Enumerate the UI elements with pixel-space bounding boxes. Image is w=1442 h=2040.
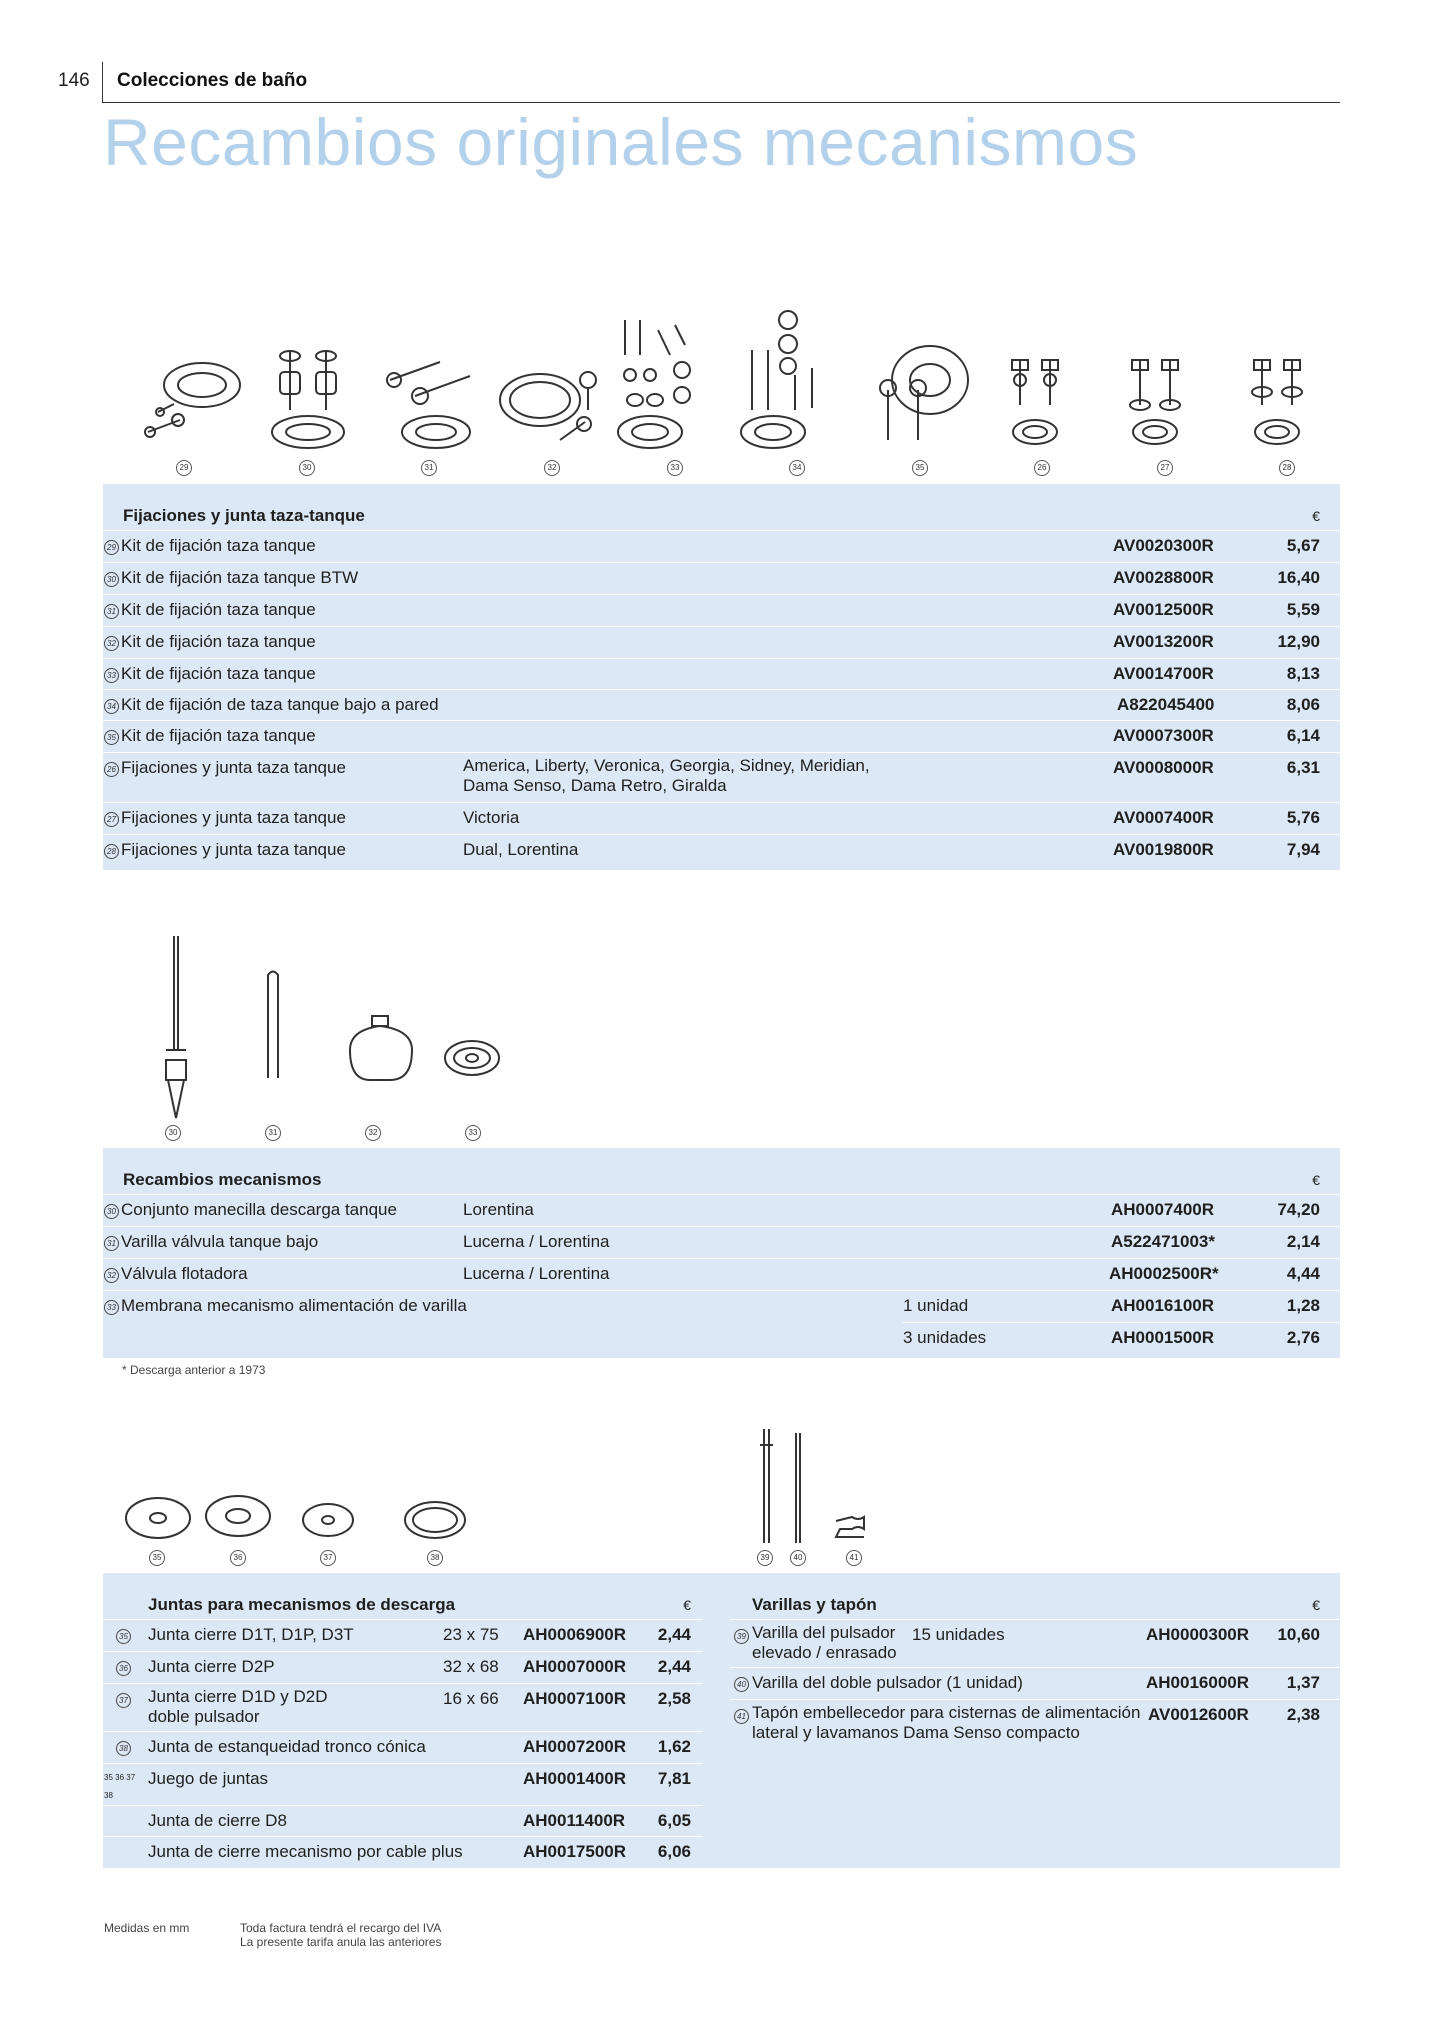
table-row [103,720,1340,753]
callout-29: 29 [176,460,192,476]
row-number: 40 [734,1677,749,1692]
table-row [103,1226,1340,1259]
row-description: Kit de fijación de taza tanque bajo a pared [121,695,439,714]
row-number: 33 [104,1300,119,1315]
row-description: Fijaciones y junta taza tanque [121,758,346,777]
row-number: 26 [104,762,119,777]
table-header [103,484,1340,531]
row-number: 35 [116,1629,131,1644]
row-number: 31 [104,1236,119,1251]
callout-41: 41 [846,1550,862,1566]
row-number: 34 [104,699,119,714]
row-code: AV0007300R [1113,726,1214,745]
table-row [103,1651,703,1684]
row-size: 23 x 75 [443,1625,499,1644]
row-quantity: 15 unidades [912,1625,1005,1644]
row-price: 1,37 [1286,1673,1320,1692]
row-description: Membrana mecanismo alimentación de varilla [121,1296,467,1315]
table-row [103,562,1340,595]
row-description: Junta de estanqueidad tronco cónica [148,1737,426,1756]
row-number: 32 [104,636,119,651]
kit-30-image [272,350,344,448]
fijaciones-table [103,484,1340,870]
row-description: Conjunto manecilla descarga tanque [121,1200,397,1219]
row-code: AV0019800R [1113,840,1214,859]
table-row [103,1619,703,1652]
kit-29-image [145,363,240,437]
row-code: AH0006900R [523,1625,627,1644]
table-row [103,530,1340,563]
row-price: 5,67 [1286,536,1320,555]
row-description: Varilla válvula tanque bajo [121,1232,319,1251]
row-code: AV0013200R [1113,632,1214,651]
header-divider [102,62,103,102]
table-row [103,1258,1340,1291]
valve-rod-image [268,972,278,1079]
callout-35: 35 [912,460,928,476]
kit-27-image [1130,360,1180,444]
row-code: AH0007200R [523,1737,627,1756]
footer-units: Medidas en mm [104,1921,190,1935]
row-price: 7,94 [1286,840,1320,859]
row-description: Junta cierre D1D y D2D doble pulsador [148,1687,328,1726]
callout-37-junta: 37 [320,1550,336,1566]
row-code: AH0007400R [1111,1200,1215,1219]
row-models: Dual, Lorentina [463,840,579,859]
table-row [103,1322,1340,1356]
table-row [103,1836,703,1868]
row-code: AV0008000R [1113,758,1214,777]
row-code: AV0012500R [1113,600,1214,619]
mechanism-parts-illustration [150,930,520,1130]
kit-33-image [618,320,690,448]
juntas-table [103,1573,703,1868]
row-price: 2,44 [657,1625,691,1644]
table-row [730,1619,1340,1668]
row-number: 41 [734,1709,749,1724]
fixing-kits-illustration [140,300,1340,470]
callout-28: 28 [1279,460,1295,476]
kit-26-image [1012,360,1058,444]
row-description: Tapón embellecedor para cisternas de alimentación lateral y lavamanos Dama Senso compacto [752,1703,1141,1742]
kit-31-image [387,362,470,448]
callout-34: 34 [789,460,805,476]
row-price: 6,05 [657,1811,691,1830]
row-price: 2,14 [1286,1232,1320,1251]
row-code: AH0007100R [523,1689,627,1708]
row-price: 12,90 [1277,632,1320,651]
row-number: 37 [116,1693,131,1708]
gasket-35-image [126,1498,190,1538]
row-description: Kit de fijación taza tanque [121,726,316,745]
table-row [103,689,1340,721]
row-number: 31 [104,604,119,619]
row-models: Lorentina [463,1200,534,1219]
row-code: AH0001400R [523,1769,627,1788]
float-valve-image [350,1016,412,1080]
rods-illustration [740,1425,880,1555]
table-row [103,626,1340,659]
row-price: 2,76 [1286,1328,1320,1347]
callout-39: 39 [757,1550,773,1566]
row-number: 32 [104,1268,119,1283]
section-title: Colecciones de baño [117,70,308,91]
footer-vat-note: Toda factura tendrá el recargo del IVA [240,1921,442,1935]
callout-30-mech: 30 [165,1125,181,1141]
row-number: 30 [104,572,119,587]
row-number: 35 [104,730,119,745]
kit-34-image [741,311,812,448]
table-row [103,594,1340,627]
table-row [730,1699,1340,1751]
row-price: 10,60 [1277,1625,1320,1644]
row-number: 33 [104,668,119,683]
gasket-37-image [303,1504,353,1536]
footnote: * Descarga anterior a 1973 [122,1363,266,1377]
row-number: 29 [104,540,119,555]
row-number: 38 [116,1741,131,1756]
row-price: 1,62 [657,1737,691,1756]
callout-31: 31 [421,460,437,476]
table-header [730,1573,1340,1620]
row-description: Fijaciones y junta taza tanque [121,808,346,827]
table-row [103,1683,703,1732]
row-price: 2,58 [657,1689,691,1708]
row-code: A522471003* [1111,1232,1215,1251]
page-title: Recambios originales mecanismos [103,105,1139,179]
table-row [103,802,1340,835]
row-code: A822045400 [1117,695,1215,714]
row-code: AH0000300R [1146,1625,1250,1644]
callout-33: 33 [667,460,683,476]
row-code: AH0011400R [523,1811,626,1830]
table-header [103,1148,1340,1195]
row-price: 2,44 [657,1657,691,1676]
row-numbers: 35 36 37 38 [104,1773,136,1800]
footer-tariff-note: La presente tarifa anula las anteriores [240,1935,442,1949]
callout-40: 40 [790,1550,806,1566]
kit-35-image [880,346,968,440]
row-description: Kit de fijación taza tanque [121,664,316,683]
callout-38-junta: 38 [427,1550,443,1566]
row-number: 28 [104,844,119,859]
kit-32-image [500,372,596,440]
row-price: 8,06 [1286,695,1320,714]
membrane-image [445,1041,499,1075]
table-heading: Juntas para mecanismos de descarga [148,1595,456,1614]
rod-39-image [760,1429,773,1543]
row-code: AV0020300R [1113,536,1214,555]
callout-32: 32 [544,460,560,476]
table-heading: Recambios mecanismos [123,1170,322,1189]
callout-31-mech: 31 [265,1125,281,1141]
row-description: Junta cierre D1T, D1P, D3T [148,1625,354,1644]
row-code: AH0002500R* [1109,1264,1219,1283]
row-code: AH0016000R [1146,1673,1250,1692]
currency-label: € [683,1597,691,1613]
row-price: 5,76 [1286,808,1320,827]
row-code: AH0007000R [523,1657,627,1676]
currency-label: € [1312,1597,1320,1613]
row-description: Varilla del pulsador elevado / enrasado [752,1623,897,1662]
row-price: 2,38 [1286,1705,1320,1724]
table-row [103,658,1340,690]
row-number: 27 [104,812,119,827]
handle-assembly-image [166,936,186,1118]
row-models: Victoria [463,808,520,827]
row-price: 4,44 [1286,1264,1320,1283]
table-row [730,1667,1340,1700]
callout-35-junta: 35 [149,1550,165,1566]
row-code: AH0016100R [1111,1296,1215,1315]
row-price: 6,14 [1286,726,1320,745]
row-description: Kit de fijación taza tanque [121,632,316,651]
row-description: Kit de fijación taza tanque BTW [121,568,359,587]
callout-36-junta: 36 [230,1550,246,1566]
row-models: Lucerna / Lorentina [463,1264,610,1283]
row-price: 1,28 [1286,1296,1320,1315]
header-rule [102,102,1340,103]
table-row [103,752,1340,803]
mecanismos-table [103,1148,1340,1358]
rod-40-image [796,1433,800,1543]
table-header [103,1573,703,1620]
row-description: Kit de fijación taza tanque [121,536,316,555]
table-gutter [703,1573,730,1868]
row-price: 8,13 [1286,664,1320,683]
row-price: 6,06 [657,1842,691,1861]
row-number: 39 [734,1629,749,1644]
table-row [103,1805,703,1837]
row-models: America, Liberty, Veronica, Georgia, Sidney, Meridian, Dama Senso, Dama Retro, Giralda [463,756,870,795]
row-quantity: 1 unidad [903,1296,969,1315]
row-description: Junta de cierre mecanismo por cable plus [148,1842,463,1861]
row-description: Válvula flotadora [121,1264,248,1283]
table-heading: Fijaciones y junta taza-tanque [123,506,365,525]
row-price: 16,40 [1277,568,1320,587]
row-description: Kit de fijación taza tanque [121,600,316,619]
gasket-38-image [405,1502,465,1538]
row-size: 16 x 66 [443,1689,499,1708]
kit-28-image [1252,360,1302,444]
row-code: AH0017500R [523,1842,627,1861]
gasket-36-image [206,1496,270,1536]
row-models: Lucerna / Lorentina [463,1232,610,1251]
row-price: 5,59 [1286,600,1320,619]
row-description: Fijaciones y junta taza tanque [121,840,346,859]
currency-label: € [1312,1172,1320,1188]
row-code: AH0001500R [1111,1328,1215,1347]
row-price: 7,81 [657,1769,691,1788]
table-row [103,834,1340,870]
row-description: Varilla del doble pulsador (1 unidad) [752,1673,1023,1692]
row-code: AV0014700R [1113,664,1214,683]
callout-30: 30 [299,460,315,476]
table-row [103,1194,1340,1227]
currency-label: € [1312,508,1320,524]
row-code: AV0012600R [1148,1705,1249,1724]
row-number: 30 [104,1204,119,1219]
row-size: 32 x 68 [443,1657,499,1676]
row-price: 74,20 [1277,1200,1320,1219]
row-description: Juego de juntas [148,1769,269,1788]
callout-27: 27 [1157,460,1173,476]
table-heading: Varillas y tapón [752,1595,877,1614]
row-number: 36 [116,1661,131,1676]
callout-33-mech: 33 [465,1125,481,1141]
row-description: Junta de cierre D8 [148,1811,287,1830]
cap-41-image [836,1517,864,1537]
table-row [103,1290,1340,1322]
row-price: 6,31 [1286,758,1320,777]
row-description: Junta cierre D2P [148,1657,275,1676]
gaskets-illustration [120,1490,480,1560]
row-code: AV0007400R [1113,808,1214,827]
table-row [103,1763,703,1806]
row-quantity: 3 unidades [903,1328,987,1347]
callout-32-mech: 32 [365,1125,381,1141]
page-number: 146 [58,70,90,91]
row-code: AV0028800R [1113,568,1214,587]
varillas-table [730,1573,1340,1868]
table-row [103,1731,703,1764]
callout-26: 26 [1034,460,1050,476]
